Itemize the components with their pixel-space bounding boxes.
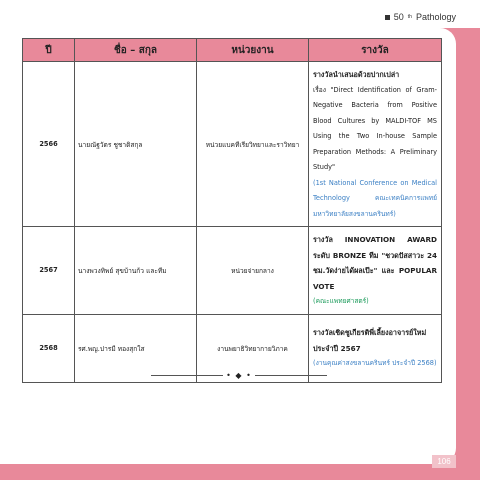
header-tag-sup: th (407, 14, 412, 20)
header-tag (385, 12, 456, 22)
cell-name: นายณัฐวัตร ชูชาติสกุล (75, 62, 197, 227)
header-award: รางวัล (309, 39, 442, 62)
cell-unit: หน่วยจ่ายกลาง (197, 227, 309, 315)
cell-year: 2566 (23, 62, 75, 227)
header-tag-label: Pathology (415, 12, 456, 22)
page-number: 106 (432, 455, 456, 468)
award-title: รางวัล INNOVATION AWARD ระดับ BRONZE ทีม "ชวดปัสสาวะ 24 ชม.วัดง่ายได้ผลเป๊ะ" และ POPULAR VOTE (313, 235, 437, 291)
cell-unit: งานพยาธิวิทยากายวิภาค (197, 314, 309, 382)
award-title: รางวัลนำเสนอด้วยปากเปล่า (313, 70, 400, 79)
square-bullet-icon (385, 15, 390, 20)
award-body: เรื่อง "Direct Identification of Gram-Negative Bacteria from Positive Blood Cultures by MALDI-TOF MS Using the Two In-house Sample Preparation Methods: A Preliminary Study" (313, 85, 437, 171)
divider-line-left (151, 375, 223, 376)
award-note: (งานคุณค่าสงขลานครินทร์ ประจำปี 2568) (313, 359, 437, 368)
table-row (23, 62, 442, 227)
header-name: ชื่อ – สกุล (75, 39, 197, 62)
header-year: ปี (23, 39, 75, 62)
table-row (23, 227, 442, 315)
cell-year: 2568 (23, 314, 75, 382)
award-note: (คณะแพทยศาสตร์) (313, 297, 369, 305)
awards-table (22, 38, 442, 383)
header-unit: หน่วยงาน (197, 39, 309, 62)
cell-award (309, 227, 442, 315)
table-header-row (23, 39, 442, 62)
cell-award (309, 314, 442, 382)
section-divider (151, 370, 327, 380)
cell-name: นางพวงทิพย์ สุขบ้านก้ว และทีม (75, 227, 197, 315)
header-tag-number: 50 (393, 12, 404, 22)
cell-name: รศ.พญ.ปารมี ทองสุกใส (75, 314, 197, 382)
award-title: รางวัลเชิดชูเกียรติพี่เลี้ยงอาจารย์ใหม่ ประจำปี 2567 (313, 328, 427, 353)
cell-award (309, 62, 442, 227)
award-note: (1st National Conference on Medical Technology คณะเทคนิคการแพทย์ มหาวิทยาลัยสงขลานครินทร์) (313, 178, 437, 218)
divider-ornament-icon: • ◆ • (226, 370, 252, 380)
cell-unit: หน่วยแบคทีเรียวิทยาและราวิทยา (197, 62, 309, 227)
cell-year: 2567 (23, 227, 75, 315)
divider-line-right (255, 375, 327, 376)
